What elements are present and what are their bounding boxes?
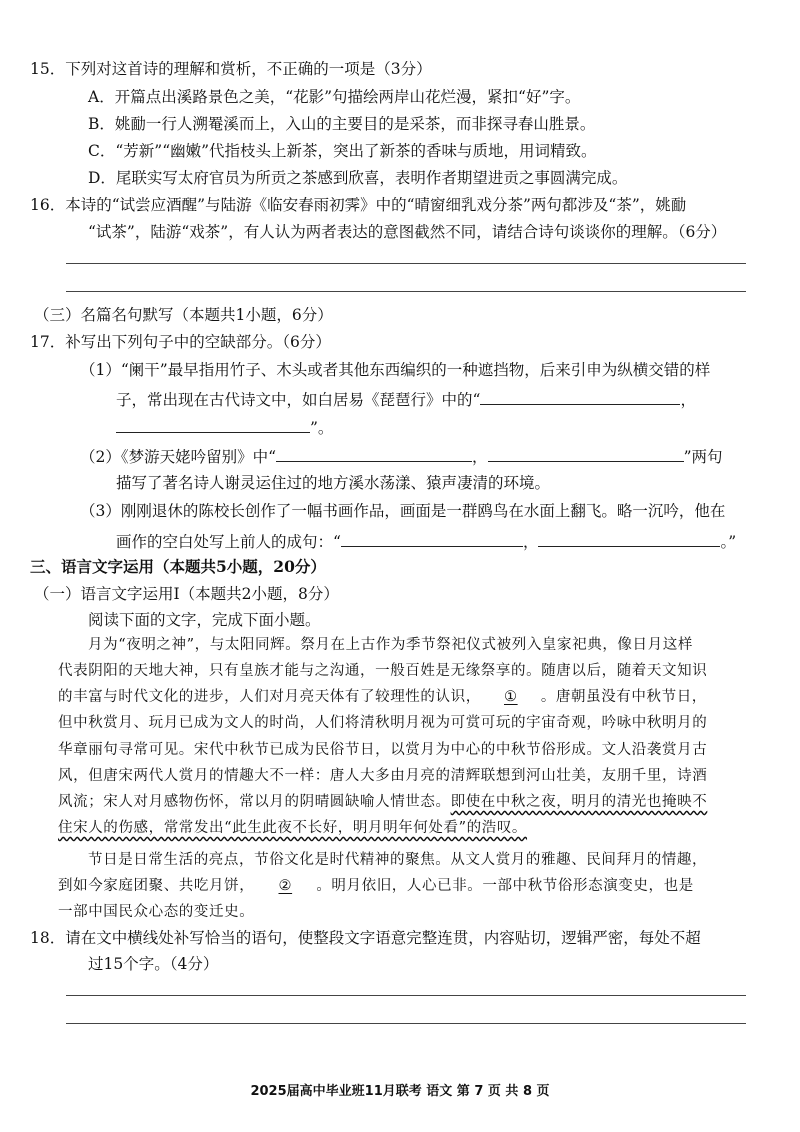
q17-item1-text: 子，常出现在古代诗文中，如白居易《琵琶行》中的“ <box>116 391 481 409</box>
fill-blank[interactable] <box>276 445 472 462</box>
passage-line <box>58 875 694 897</box>
q17-item1-line1: （1）“阑干”最早指用竹子、木头或者其他东西编织的一种遮挡物，后来引申为纵横交错的样 <box>80 361 711 379</box>
fill-blank[interactable] <box>116 416 310 433</box>
answer-line[interactable] <box>66 291 746 292</box>
q16-line1: 16．本诗的“试尝应酒醒”与陆游《临安春雨初霁》中的“晴窗细乳戏分茶”两句都涉及“茶”，姚勔 <box>30 196 687 214</box>
q16-line2: “试茶”，陆游“戏茶”，有人认为两者表达的意图截然不同，请结合诗句谈谈你的理解。（6分） <box>88 223 727 241</box>
section-header-mingju: （三）名篇名句默写（本题共1小题，6分） <box>34 306 333 324</box>
passage-text: 。明月依旧，人心已非。一部中秋节俗形态演变史，也是 <box>316 878 694 894</box>
q18-line2: 过15个字。（4分） <box>88 955 219 973</box>
answer-line[interactable] <box>66 263 746 264</box>
punct: ”两句 <box>683 448 723 466</box>
q15-option-b: B．姚勔一行人溯罨溪而上，入山的主要目的是采茶，而非探寻春山胜景。 <box>88 115 596 133</box>
answer-line[interactable] <box>66 995 746 996</box>
q15-stem: 15．下列对这首诗的理解和赏析，不正确的一项是（3分） <box>30 60 432 78</box>
passage-line: 但中秋赏月、玩月已成为文人的时尚，人们将清秋明月视为可赏可玩的宇宙奇观，吟咏中秋明月的 <box>58 715 708 731</box>
passage-line: 月为“夜明之神”，与太阳同辉。祭月在上古作为季节祭祀仪式被列入皇家祀典，像日月这样 <box>88 637 693 653</box>
fill-blank[interactable] <box>488 445 684 462</box>
reading-instruction: 阅读下面的文字，完成下面小题。 <box>88 611 321 629</box>
q18-line1: 18．请在文中横线处补写恰当的语句，使整段文字语意完整连贯，内容贴切，逻辑严密，每处不超 <box>30 929 701 947</box>
passage-text: 的丰富与时代文化的进步，人们对月亮天体有了较理性的认识， <box>58 689 481 705</box>
passage-text: 风流；宋人对月感物伤怀，常以月的阴晴圆缺喻人情世态。 <box>58 794 451 810</box>
passage-line: 华章丽句寻常可见。宋代中秋节已成为民俗节日，以赏月为中心的中秋节俗形成。文人沿袭赏月古 <box>58 742 708 758</box>
punct: 。” <box>720 533 737 551</box>
punct: ， <box>680 391 696 409</box>
q17-item2-line1 <box>80 445 723 468</box>
wavy-underlined-sentence: 住宋人的伤感，常常发出“此生此夜不长好，明月明年何处看”的浩叹。 <box>58 820 528 836</box>
passage-line: 代表阴阳的天地大神，只有皇族才能与之沟通，一般百姓是无缘祭享的。随唐以后，随着天文知识 <box>58 663 708 679</box>
blank-marker-2[interactable]: ② <box>278 878 293 894</box>
q17-item3-text: 画作的空白处写上前人的成句：“ <box>116 533 341 551</box>
wavy-underlined-sentence: 即使在中秋之夜，明月的清光也掩映不 <box>450 794 708 810</box>
q17-item2-line2: 描写了著名诗人谢灵运住过的地方溪水荡漾、猿声凄清的环境。 <box>116 474 551 492</box>
punct: ， <box>472 448 488 466</box>
fill-blank[interactable] <box>341 530 523 547</box>
passage-line: 风，但唐宋两代人赏月的情趣大不一样：唐人大多由月亮的清辉联想到河山壮美，友朋千里，诗酒 <box>58 768 708 784</box>
q15-option-a: A．开篇点出溪路景色之美，“花影”句描绘两岸山花烂漫，紧扣“好”字。 <box>88 88 581 106</box>
q17-item1-line2 <box>116 388 696 411</box>
passage-line: 一部中国民众心态的变迁史。 <box>58 904 255 920</box>
q17-item3-line1: （3）刚刚退休的陈校长创作了一幅书画作品，画面是一群鸥鸟在水面上翻飞。略一沉吟，他在 <box>80 502 726 520</box>
passage-line <box>58 686 707 708</box>
q17-item3-line2 <box>116 530 736 553</box>
fill-blank[interactable] <box>480 388 680 405</box>
passage-text: 。唐朝虽没有中秋节日， <box>540 689 707 705</box>
part3-header: 三、语言文字运用（本题共5小题，20分） <box>30 557 326 576</box>
q15-option-d: D．尾联实写太府官员为所贡之茶感到欣喜，表明作者期望进贡之事圆满完成。 <box>88 169 628 187</box>
passage-line: 节日是日常生活的亮点，节俗文化是时代精神的聚焦。从文人赏月的雅趣、民间拜月的情趣， <box>88 852 708 868</box>
blank-marker-1[interactable]: ① <box>504 689 518 705</box>
answer-line[interactable] <box>66 1023 746 1024</box>
passage-text: 到如今家庭团聚、共吃月饼， <box>58 878 255 894</box>
part3-subheader: （一）语言文字运用Ⅰ（本题共2小题，8分） <box>34 585 339 603</box>
q17-item2-text: （2）《梦游天姥吟留别》中“ <box>80 448 277 466</box>
punct: ”。 <box>310 419 334 437</box>
passage-line <box>58 817 527 839</box>
q17-item1-line3 <box>116 416 333 439</box>
page-footer: 2025届高中毕业班11月联考 语文 第 7 页 共 8 页 <box>250 1084 550 1099</box>
passage-line <box>58 791 707 813</box>
fill-blank[interactable] <box>538 530 720 547</box>
q17-stem: 17．补写出下列句子中的空缺部分。（6分） <box>30 333 331 351</box>
q15-option-c: C．“芳新”“幽嫩”代指枝头上新茶，突出了新茶的香味与质地，用词精致。 <box>88 142 597 160</box>
punct: ， <box>522 533 539 551</box>
